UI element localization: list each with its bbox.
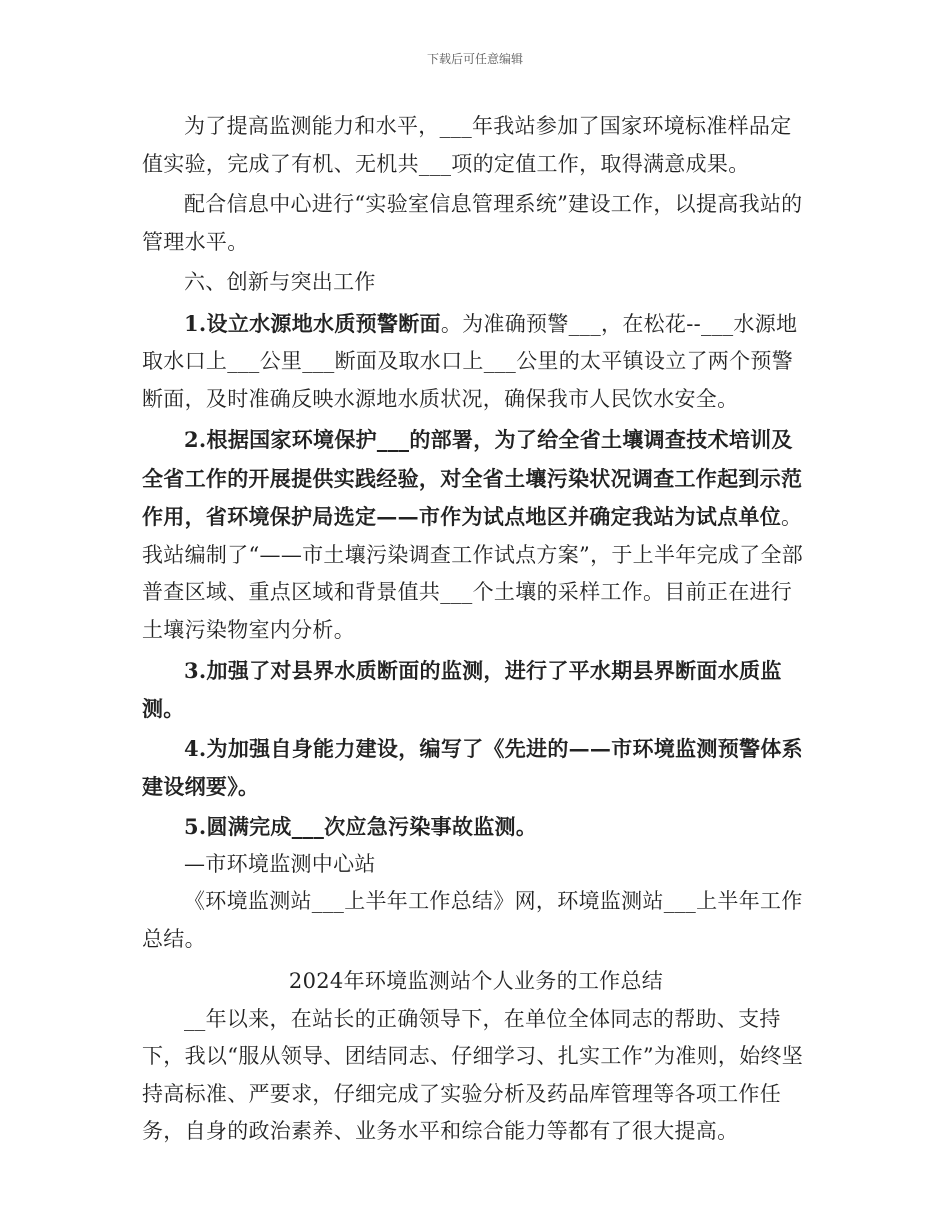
paragraph-item-5: 5.圆满完成___次应急污染事故监测。 <box>184 814 538 839</box>
paragraph-item-1 <box>142 305 810 419</box>
section-heading-innovation: 六、创新与突出工作 <box>184 270 376 294</box>
paragraph-summary-intro: __年以来，在站长的正确领导下，在单位全体同志的帮助、支持下，我以“服从领导、团结同志、仔细学习、扎实工作”为准则，始终坚持高标准、严要求，仔细完成了实验分析及药品库管理等各项工作任务，自身的政治素养、业务水平和综合能力等都有了很大提高。 <box>142 1006 804 1143</box>
paragraph-item-4: 4.为加强自身能力建设，编写了《先进的——市环境监测预警体系建设纲要》。 <box>142 736 803 799</box>
signature-line: —市环境监测中心站 <box>184 851 376 876</box>
paragraph-lims: 配合信息中心进行“实验室信息管理系统”建设工作，以提高我站的管理水平。 <box>142 192 803 254</box>
document-body <box>142 108 810 1151</box>
item-1-lead: 1.设立水源地水质预警断面 <box>184 310 441 336</box>
item-2-lead: 2.根据国家环境保护___的部署，为了给全省土壤调查技术培训及全省工作的开展提供实践经验，对全省土壤污染状况调查工作起到示范作用，省环境保护局选定——市作为试点地区并确定我站为试点单位 <box>142 427 803 529</box>
item-2-text: 。我站编制了“——市土壤污染调查工作试点方案”，于上半年完成了全部普查区域、重点区域和背景值共___个土壤的采样工作。目前正在进行土壤污染物室内分析。 <box>142 505 804 642</box>
paragraph-source: 《环境监测站___上半年工作总结》网，环境监测站___上半年工作总结。 <box>142 889 803 951</box>
paragraph-standard-samples: 为了提高监测能力和水平，___年我站参加了国家环境标准样品定值实验，完成了有机、无机共___项的定值工作，取得满意成果。 <box>142 114 792 176</box>
paragraph-item-3: 3.加强了对县界水质断面的监测，进行了平水期县界断面水质监测。 <box>142 658 782 721</box>
item-1-text: 。为准确预警___，在松花--___水源地取水口上___公里___断面及取水口上___公里的太平镇设立了两个预警断面，及时准确反映水源地水质状况，确保我市人民饮水安全。 <box>142 311 798 411</box>
document-title: 2024年环境监测站个人业务的工作总结 <box>288 969 664 993</box>
page-header: 下载后可任意编辑 <box>426 52 523 66</box>
paragraph-item-2 <box>142 421 810 649</box>
